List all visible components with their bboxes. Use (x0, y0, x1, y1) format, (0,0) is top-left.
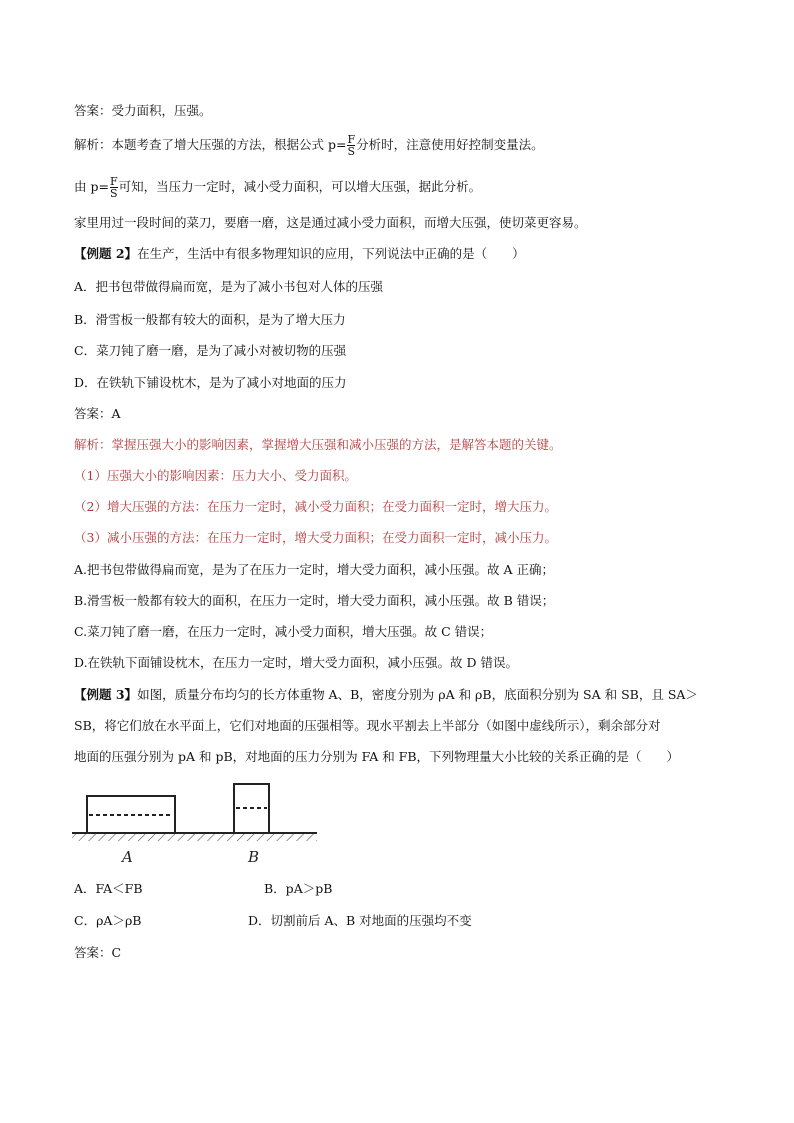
ex2-explanation-b: B.滑雪板一般都有较大的面积，在压力一定时，增大受力面积，减小压强。故 B 错误； (74, 593, 555, 608)
ex3-stem-line2: SB，将它们放在水平面上，它们对地面的压强相等。现水平割去上半部分（如图中虚线所示），剩余部分对 (74, 718, 661, 733)
ex1-deduction: 由 p= $\frac{F}{S}$ 可知，当压力一定时，减小受力面积，可以增大压强，据此分析。 (74, 175, 482, 200)
ex2-point-2: （2）增大压强的方法：在压力一定时，减小受力面积；在受力面积一定时，增大压力。 (74, 499, 557, 514)
ex2-option-c: C．菜刀钝了磨一磨，是为了减小对被切物的压强 (74, 343, 347, 358)
block-a-label: A (122, 848, 133, 866)
ex2-analysis: 解析：掌握压强大小的影响因素，掌握增大压强和减小压强的方法，是解答本题的关键。 (74, 437, 562, 452)
ex2-explanation-d: D.在铁轨下面铺设枕木，在压力一定时，增大受力面积，减小压强。故 D 错误。 (74, 655, 519, 670)
ex3-option-a: A．FA＜FB (74, 881, 143, 896)
ex2-point-3: （3）减小压强的方法：在压力一定时，增大受力面积；在受力面积一定时，减小压力。 (74, 530, 557, 545)
ex1-answer: 答案：受力面积，压强。 (74, 103, 212, 118)
ex3-option-c: C．ρA＞ρB (74, 913, 142, 928)
ex3-option-b: B．pA＞pB (264, 881, 333, 896)
pressure-formula: $\frac{F}{S}$ (347, 133, 356, 158)
ex3-option-d: D．切割前后 A、B 对地面的压强均不变 (248, 913, 472, 928)
ex2-point-1: （1）压强大小的影响因素：压力大小、受力面积。 (74, 468, 357, 483)
ex2-explanation-c: C.菜刀钝了磨一磨，在压力一定时，减小受力面积，增大压强。故 C 错误； (74, 624, 493, 639)
ex2-label: 【例题 2】 (74, 246, 138, 261)
ex1-conclusion: 家里用过一段时间的菜刀，要磨一磨，这是通过减小受力面积，而增大压强，使切菜更容易。 (74, 215, 587, 230)
ex2-option-a: A．把书包带做得扁而宽，是为了减小书包对人体的压强 (74, 279, 384, 294)
ex2-answer: 答案：A (74, 406, 121, 421)
ex2-stem: 【例题 2】在生产，生活中有很多物理知识的应用，下列说法中正确的是（ ） (74, 246, 525, 261)
ex2-explanation-a: A.把书包带做得扁而宽，是为了在压力一定时，增大受力面积，减小压强。故 A 正确； (74, 562, 554, 577)
ex3-stem-line3: 地面的压强分别为 pA 和 pB，对地面的压力分别为 FA 和 FB，下列物理量大小比较的关系正确的是（ ） (74, 749, 680, 764)
ground-hatch (72, 833, 317, 841)
ex2-option-d: D．在铁轨下铺设枕木，是为了减小对地面的压力 (74, 375, 347, 390)
ex3-answer: 答案：C (74, 945, 122, 960)
ex1-analysis: 解析：本题考查了增大压强的方法，根据公式 p= $\frac{F}{S}$ 分析时，注意使用好控制变量法。 (74, 133, 544, 158)
ex3-label: 【例题 3】 (74, 687, 138, 702)
block-b-label: B (248, 848, 260, 866)
blocks-figure (70, 780, 320, 870)
ex3-stem-line1: 【例题 3】如图，质量分布均匀的长方体重物 A、B，密度分别为 ρA 和 ρB，底面积分别为 SA 和 SB，且 SA＞ (74, 687, 698, 702)
pressure-formula: $\frac{F}{S}$ (109, 175, 118, 200)
ex2-option-b: B．滑雪板一般都有较大的面积，是为了增大压力 (74, 312, 346, 327)
